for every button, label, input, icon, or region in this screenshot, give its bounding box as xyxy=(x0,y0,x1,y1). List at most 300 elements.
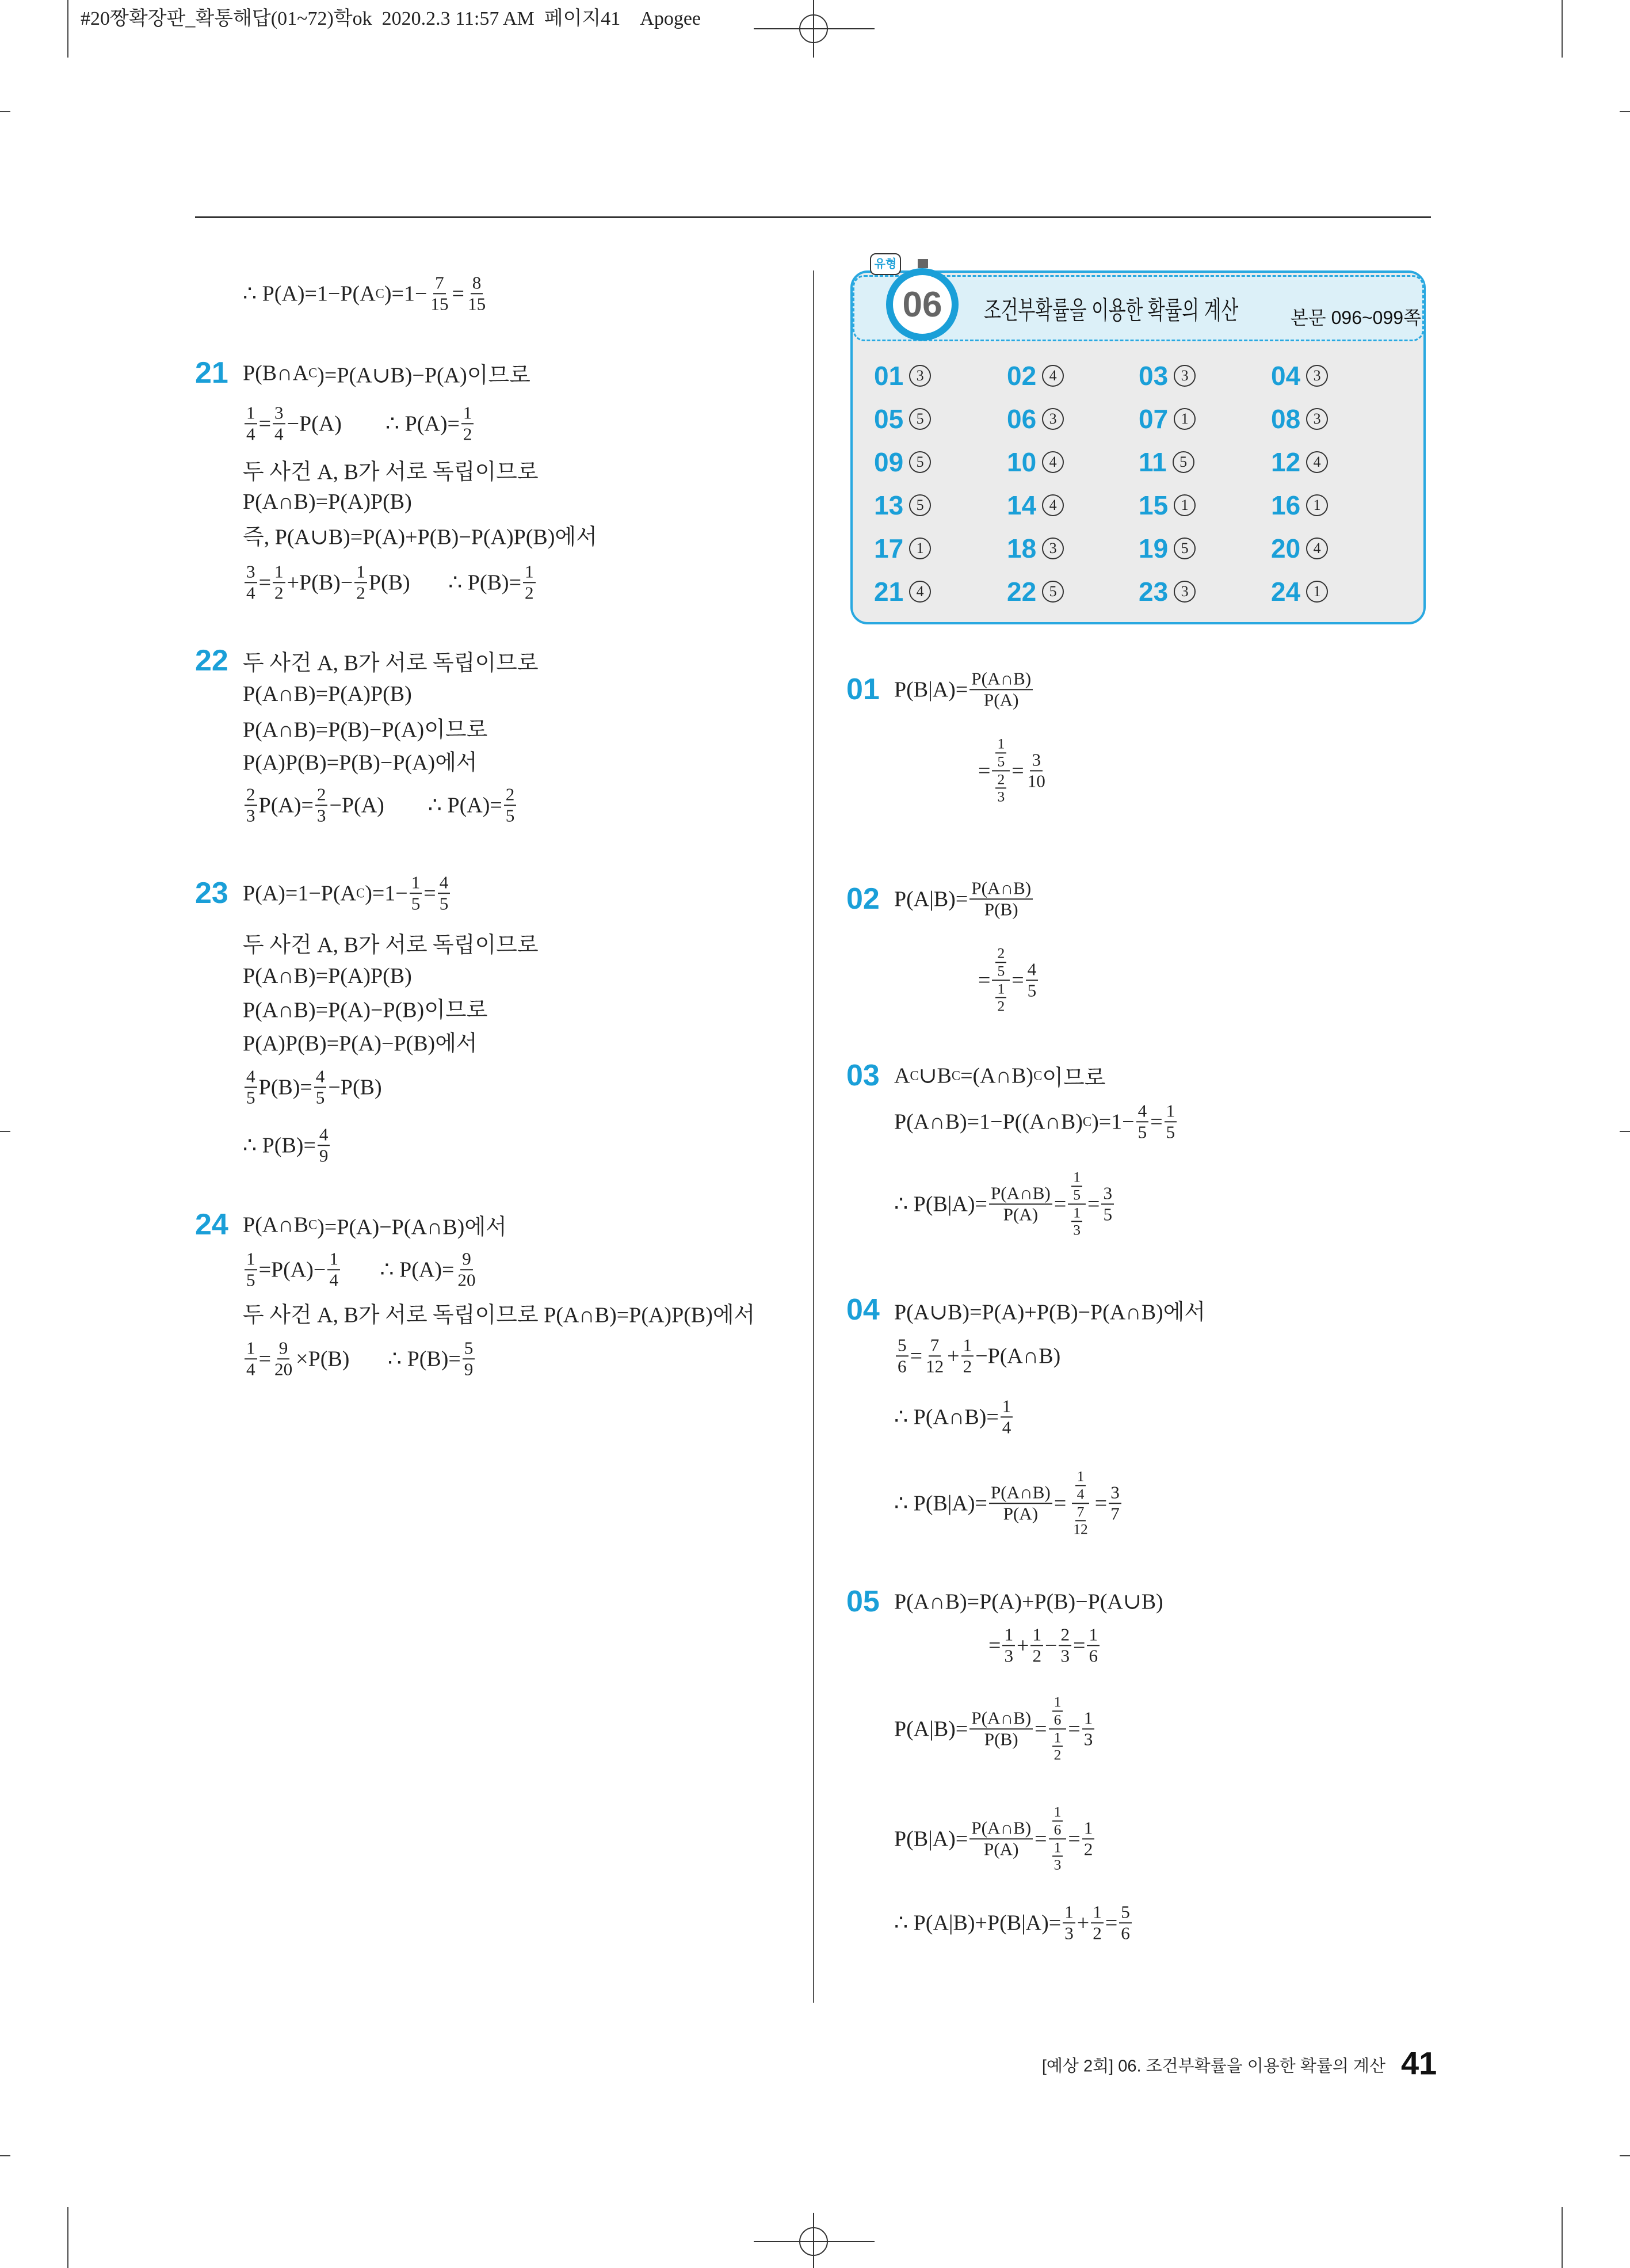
math-text: =P(A)− xyxy=(258,1257,326,1282)
superscript: C xyxy=(1082,1114,1092,1129)
denominator: 3 xyxy=(316,805,326,825)
answer-item xyxy=(1271,533,1328,564)
solution-line xyxy=(988,1625,1101,1665)
math-text: ∴ P(A)= xyxy=(341,1257,455,1282)
fraction xyxy=(1059,1625,1071,1665)
denominator: 2 xyxy=(963,1356,972,1376)
fraction xyxy=(1082,1819,1095,1858)
numerator: 5 xyxy=(896,1336,908,1356)
numerator: 1 xyxy=(410,873,422,894)
denominator: 6 xyxy=(898,1356,907,1376)
denominator: 4 xyxy=(329,1270,338,1290)
math-text: P(B|A)= xyxy=(894,677,968,702)
math-text: = xyxy=(988,1633,1001,1657)
superscript: C xyxy=(308,365,318,380)
math-text: 두 사건 A, B가 서로 독립이므로 P(A∩B)=P(A)P(B)에서 xyxy=(243,1303,755,1328)
fraction xyxy=(969,1819,1033,1858)
math-text: = xyxy=(1068,1827,1081,1851)
numerator: 1 xyxy=(245,1249,257,1270)
numerator: 5 xyxy=(463,1339,475,1359)
denominator: 15 xyxy=(430,293,449,314)
fraction xyxy=(992,736,1010,805)
denominator: P(A) xyxy=(983,1839,1019,1859)
numerator: 1 xyxy=(1052,1840,1063,1857)
math-text: = xyxy=(1011,968,1024,992)
math-text: P(A∩B)=P(A)−P(B)이므로 xyxy=(243,998,488,1023)
math-text: P(A∩B)=P(A)+P(B)−P(A∪B) xyxy=(894,1589,1163,1614)
numerator: 1 xyxy=(1071,1205,1082,1222)
registration-mark-icon xyxy=(754,2213,875,2268)
numerator: 4 xyxy=(314,1067,327,1088)
numerator: 9 xyxy=(277,1339,290,1359)
question-number: 11 xyxy=(1139,447,1167,477)
numerator xyxy=(1049,1694,1067,1729)
fraction xyxy=(995,736,1006,769)
numerator: 8 xyxy=(471,273,483,294)
denominator: 12 xyxy=(926,1356,944,1376)
numerator: 1 xyxy=(995,981,1006,998)
denominator: 6 xyxy=(1121,1923,1130,1943)
question-number: 08 xyxy=(1271,404,1301,434)
fraction xyxy=(989,1184,1052,1223)
answer-item xyxy=(1007,576,1064,607)
numerator: 4 xyxy=(245,1067,257,1088)
fraction xyxy=(1052,1730,1063,1763)
numerator xyxy=(1072,1469,1090,1504)
denominator xyxy=(1068,1204,1086,1238)
math-text: −P(A) ∴ P(A)= xyxy=(329,793,502,818)
answer-choice: 3 xyxy=(909,365,931,387)
math-text: = xyxy=(1150,1110,1163,1134)
numerator: 1 xyxy=(245,403,257,424)
denominator: 5 xyxy=(1103,1204,1113,1224)
fraction xyxy=(461,403,474,443)
denominator: 5 xyxy=(1137,1122,1147,1142)
superscript: C xyxy=(308,1217,318,1232)
numerator xyxy=(1068,1169,1086,1204)
fraction xyxy=(1165,1101,1177,1141)
denominator: 10 xyxy=(1027,771,1045,791)
fraction xyxy=(1049,1694,1067,1763)
question-number: 03 xyxy=(1139,361,1169,391)
question-number: 04 xyxy=(1271,361,1301,391)
denominator: P(A) xyxy=(983,689,1019,710)
solution-line xyxy=(243,963,412,989)
solution-line xyxy=(243,1026,478,1057)
fraction xyxy=(1049,1804,1067,1873)
numerator: 1 xyxy=(1002,1625,1015,1646)
fraction xyxy=(410,873,422,913)
math-text: P(A)= xyxy=(258,793,314,817)
answer-item xyxy=(1007,533,1064,564)
fraction xyxy=(1052,1804,1063,1838)
math-text: 이므로 xyxy=(1042,1066,1106,1091)
denominator: 3 xyxy=(1083,1729,1093,1749)
solution-line xyxy=(243,489,412,514)
math-text: P(A)P(B)=P(B)−P(A)에서 xyxy=(243,750,478,775)
denominator: 4 xyxy=(1077,1485,1085,1503)
question-number: 05 xyxy=(874,404,904,434)
superscript: C xyxy=(356,886,365,900)
answer-item xyxy=(1139,403,1196,434)
denominator: 5 xyxy=(1027,980,1037,1000)
denominator: 2 xyxy=(356,582,365,603)
numerator: 5 xyxy=(1119,1903,1132,1923)
denominator: 2 xyxy=(525,582,534,603)
fraction xyxy=(1071,1169,1082,1203)
answer-choice: 5 xyxy=(1042,581,1064,603)
footer-running-title: [예상 2회] 06. 조건부확률을 이용한 확률의 계산 xyxy=(1041,2057,1385,2076)
numerator: 7 xyxy=(1075,1504,1086,1522)
fraction xyxy=(1001,1397,1013,1436)
denominator: 2 xyxy=(997,997,1005,1015)
math-text: P(A)=1−P(A xyxy=(243,881,356,905)
superscript: C xyxy=(951,1068,961,1082)
math-text: ×P(B) ∴ P(B)= xyxy=(296,1347,461,1371)
math-text: = xyxy=(978,758,991,783)
fraction xyxy=(1063,1903,1075,1942)
numerator: 1 xyxy=(1030,1625,1043,1646)
denominator: P(A) xyxy=(1003,1503,1039,1523)
question-number: 17 xyxy=(874,533,904,563)
denominator: 2 xyxy=(1032,1645,1042,1665)
math-text: + xyxy=(1077,1911,1090,1935)
math-text: −P(B) xyxy=(328,1075,382,1099)
superscript: C xyxy=(375,286,384,300)
superscript: C xyxy=(910,1068,919,1082)
fraction xyxy=(1119,1903,1132,1942)
math-text: = xyxy=(258,411,272,436)
answer-item xyxy=(1271,447,1328,478)
solution-line xyxy=(978,736,1049,805)
denominator: 5 xyxy=(1073,1186,1081,1203)
solution-line xyxy=(894,1469,1123,1537)
math-text: P(A|B)= xyxy=(894,887,968,911)
numerator: 1 xyxy=(1052,1804,1063,1821)
solution-line xyxy=(243,562,537,602)
answer-choice: 1 xyxy=(1306,494,1328,516)
fraction xyxy=(466,273,487,313)
fraction xyxy=(1082,1709,1095,1748)
answer-item xyxy=(1139,447,1194,478)
fraction xyxy=(969,879,1033,918)
numerator: 1 xyxy=(1063,1903,1075,1923)
numerator xyxy=(992,946,1010,981)
type-number-stopwatch-icon: 06 xyxy=(886,268,959,341)
denominator: 3 xyxy=(246,805,255,825)
fraction xyxy=(504,785,517,825)
numerator: 1 xyxy=(245,1339,257,1359)
denominator: 2 xyxy=(1053,1746,1062,1763)
math-text: = xyxy=(452,281,464,306)
math-text: P(B∩A xyxy=(243,361,309,385)
problem-number: 01 xyxy=(846,673,880,706)
question-number: 19 xyxy=(1139,533,1169,563)
numerator: 3 xyxy=(1109,1483,1121,1504)
numerator: 1 xyxy=(1091,1903,1104,1923)
math-text: = xyxy=(1105,1911,1118,1935)
crop-mark xyxy=(0,111,10,112)
denominator: 2 xyxy=(463,424,472,444)
numerator: 7 xyxy=(929,1336,941,1356)
math-text: P(A∩B xyxy=(243,1213,309,1237)
numerator: 1 xyxy=(461,403,474,424)
superscript: C xyxy=(1033,1068,1043,1082)
fraction xyxy=(995,772,1006,805)
answer-choice: 4 xyxy=(1306,538,1328,559)
numerator: 4 xyxy=(1136,1101,1149,1122)
denominator: 5 xyxy=(997,753,1005,770)
denominator: 15 xyxy=(467,293,486,314)
numerator: 4 xyxy=(318,1125,330,1146)
math-text: ∴ P(B)= xyxy=(243,1133,316,1158)
math-text: ∴ P(A∩B)= xyxy=(894,1405,999,1430)
question-number: 06 xyxy=(1007,404,1037,434)
page-number: 41 xyxy=(1401,2045,1437,2082)
answer-choice: 3 xyxy=(1042,408,1064,430)
math-text: −P(A) ∴ P(A)= xyxy=(287,411,460,436)
denominator: 5 xyxy=(1166,1122,1175,1142)
numerator: 9 xyxy=(460,1249,473,1270)
question-number: 16 xyxy=(1271,490,1301,520)
crop-mark xyxy=(1620,111,1630,112)
solution-line xyxy=(243,927,539,959)
solution-line xyxy=(243,785,518,825)
section-title: 조건부확률을 이용한 확률의 계산 xyxy=(984,296,1239,325)
math-text: )=1− xyxy=(384,281,427,306)
question-number: 01 xyxy=(874,361,904,391)
registration-mark-icon xyxy=(754,0,875,58)
answer-choice: 5 xyxy=(1174,538,1196,559)
math-text: + xyxy=(1017,1633,1029,1657)
numerator: 1 xyxy=(1071,1169,1082,1187)
solution-line xyxy=(894,1694,1096,1763)
problem-number: 02 xyxy=(846,882,880,916)
numerator: 1 xyxy=(1165,1101,1177,1122)
math-text: =(A∩B) xyxy=(960,1064,1034,1088)
question-number: 15 xyxy=(1139,490,1169,520)
math-text: P(A∩B)=P(A)P(B) xyxy=(243,964,412,988)
fraction xyxy=(1091,1903,1104,1942)
denominator: P(B) xyxy=(984,1729,1018,1749)
crop-mark xyxy=(67,2207,68,2268)
answer-item xyxy=(1139,576,1196,607)
denominator: 3 xyxy=(1004,1645,1014,1665)
fraction xyxy=(1136,1101,1149,1141)
denominator: 2 xyxy=(274,582,284,603)
column-divider xyxy=(813,270,814,2003)
numerator: P(A∩B) xyxy=(969,669,1033,690)
fraction xyxy=(456,1249,477,1289)
solution-line xyxy=(894,669,1035,709)
problem-number: 22 xyxy=(195,644,228,677)
denominator: 3 xyxy=(1053,1856,1062,1873)
math-text: +P(B)− xyxy=(287,570,353,594)
denominator: 4 xyxy=(246,424,255,444)
numerator: 3 xyxy=(245,562,257,583)
numerator: 1 xyxy=(1052,1694,1063,1712)
solution-line xyxy=(243,357,530,389)
denominator: 4 xyxy=(1002,1417,1011,1437)
numerator: P(A∩B) xyxy=(989,1483,1052,1504)
fraction xyxy=(1075,1469,1086,1502)
solution-line xyxy=(894,1804,1096,1873)
solution-line xyxy=(243,1249,479,1289)
answer-choice: 4 xyxy=(1042,365,1064,387)
numerator xyxy=(992,736,1010,771)
denominator: 20 xyxy=(274,1359,293,1379)
solution-line xyxy=(243,1067,382,1107)
denominator: 6 xyxy=(1053,1821,1062,1838)
math-text: ∴ P(A)=1−P(A xyxy=(243,281,376,306)
crop-mark xyxy=(0,1131,10,1132)
solution-line xyxy=(243,273,489,313)
math-text: )=P(A)−P(A∩B)에서 xyxy=(317,1215,507,1240)
top-rule xyxy=(195,216,1431,218)
solution-line xyxy=(243,745,478,776)
math-text: = xyxy=(1011,758,1024,783)
question-number: 21 xyxy=(874,577,904,607)
denominator: 6 xyxy=(1053,1711,1062,1728)
numerator: 2 xyxy=(995,946,1006,963)
denominator: 4 xyxy=(274,424,284,444)
numerator: 3 xyxy=(273,403,285,424)
math-text: P(B) ∴ P(B)= xyxy=(368,570,522,595)
question-number: 10 xyxy=(1007,447,1037,477)
denominator xyxy=(992,771,1010,805)
fraction xyxy=(924,1336,945,1375)
answer-item xyxy=(874,576,931,607)
math-text: ∴ P(A|B)+P(B|A)= xyxy=(894,1911,1062,1935)
solution-line xyxy=(894,879,1035,918)
math-text: −P(A∩B) xyxy=(975,1344,1061,1368)
numerator: 1 xyxy=(327,1249,340,1270)
fraction xyxy=(1002,1625,1015,1665)
denominator: P(B) xyxy=(984,899,1018,919)
solution-line xyxy=(894,1589,1163,1615)
solution-line xyxy=(894,1169,1116,1238)
problem-number: 05 xyxy=(846,1585,880,1618)
numerator: 1 xyxy=(273,562,285,583)
denominator: 3 xyxy=(997,788,1005,805)
math-text: P(A∪B)=P(A)+P(B)−P(A∩B)에서 xyxy=(894,1300,1206,1325)
fraction xyxy=(989,1483,1052,1523)
denominator: 5 xyxy=(246,1270,255,1290)
answer-item xyxy=(874,360,931,391)
denominator: 9 xyxy=(319,1145,329,1165)
question-number: 23 xyxy=(1139,577,1169,607)
solution-line xyxy=(243,1209,507,1241)
fraction xyxy=(463,1339,475,1378)
fraction xyxy=(1087,1625,1100,1665)
question-number: 14 xyxy=(1007,490,1037,520)
denominator: 5 xyxy=(439,893,449,913)
numerator: 1 xyxy=(1001,1397,1013,1417)
fraction xyxy=(896,1336,908,1375)
fraction xyxy=(245,1339,257,1378)
numerator: 1 xyxy=(523,562,536,583)
solution-line xyxy=(894,1294,1205,1326)
answer-choice: 3 xyxy=(1306,365,1328,387)
solution-line xyxy=(243,454,539,486)
numerator: 1 xyxy=(1052,1730,1063,1747)
fraction xyxy=(1026,750,1047,790)
answer-item xyxy=(1007,403,1064,434)
numerator: 1 xyxy=(1075,1469,1086,1486)
solution-line xyxy=(243,873,452,913)
answer-choice: 4 xyxy=(1306,451,1328,473)
denominator: 5 xyxy=(315,1087,325,1107)
math-text: ∪B xyxy=(918,1064,952,1088)
solution-line xyxy=(243,681,412,707)
math-text: P(A∩B)=1−P((A∩B) xyxy=(894,1110,1083,1134)
fraction xyxy=(273,403,285,443)
solution-line xyxy=(243,992,487,1024)
solution-line xyxy=(894,1336,1060,1375)
math-text: = xyxy=(258,570,272,594)
answer-item xyxy=(1139,490,1196,521)
question-number: 02 xyxy=(1007,361,1037,391)
math-text: 두 사건 A, B가 서로 독립이므로 xyxy=(243,933,539,958)
answer-item xyxy=(1139,533,1196,564)
fraction xyxy=(273,562,285,602)
math-text: 두 사건 A, B가 서로 독립이므로 xyxy=(243,460,539,485)
denominator: 2 xyxy=(1083,1839,1093,1859)
problem-number: 24 xyxy=(195,1208,228,1241)
problem-number: 21 xyxy=(195,356,228,390)
math-text: 즉, P(A∪B)=P(A)+P(B)−P(A)P(B)에서 xyxy=(243,525,597,550)
denominator: 5 xyxy=(411,893,421,913)
fraction xyxy=(995,946,1006,979)
math-text: A xyxy=(894,1064,910,1088)
math-text: + xyxy=(947,1344,960,1368)
math-text: = xyxy=(978,968,991,992)
numerator: 4 xyxy=(1026,960,1039,981)
denominator: 5 xyxy=(997,962,1005,979)
fraction xyxy=(245,785,257,825)
answer-choice: 4 xyxy=(1042,494,1064,516)
solution-line xyxy=(243,1125,331,1165)
denominator: 4 xyxy=(246,1359,255,1379)
math-text: = xyxy=(1053,1491,1067,1515)
answer-item xyxy=(874,403,931,434)
fraction xyxy=(318,1125,330,1165)
math-text: P(B)= xyxy=(258,1075,312,1099)
question-number: 18 xyxy=(1007,533,1037,563)
answer-item xyxy=(1007,490,1064,521)
solution-line xyxy=(243,1339,476,1378)
fraction xyxy=(245,562,257,602)
answer-item xyxy=(874,533,931,564)
fraction xyxy=(315,785,328,825)
answer-choice: 3 xyxy=(1174,365,1196,387)
fraction xyxy=(1030,1625,1043,1665)
fraction xyxy=(969,1709,1033,1748)
fraction xyxy=(523,562,536,602)
numerator: 2 xyxy=(995,772,1006,789)
question-number: 12 xyxy=(1271,447,1301,477)
math-text: P(A∩B)=P(A)P(B) xyxy=(243,490,412,514)
numerator: 2 xyxy=(504,785,517,806)
numerator: 2 xyxy=(315,785,328,806)
answer-item xyxy=(1271,360,1328,391)
answer-choice: 3 xyxy=(1042,538,1064,559)
numerator: 3 xyxy=(1101,1184,1114,1204)
answer-choice: 1 xyxy=(1306,581,1328,603)
numerator: 1 xyxy=(995,736,1006,753)
answer-item xyxy=(1007,447,1064,478)
fraction xyxy=(1101,1184,1114,1223)
